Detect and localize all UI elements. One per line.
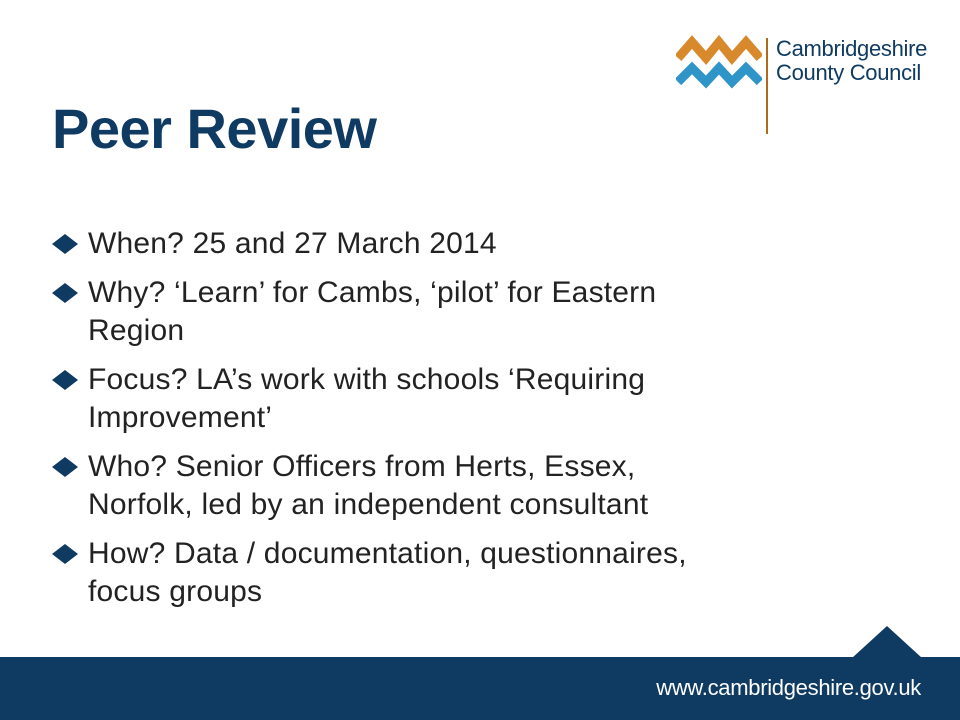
- bullet-text-line-1: When? 25 and 27 March 2014: [88, 227, 497, 260]
- footer-website-url: www.cambridgeshire.gov.uk: [656, 675, 921, 700]
- slide-title: Peer Review: [52, 97, 377, 160]
- diamond-bullet-icon: [52, 234, 78, 254]
- bullet-item-how: [52, 535, 852, 611]
- logo-waves-icon: [676, 34, 762, 90]
- bullet-item-when: [52, 225, 852, 263]
- bullet-text-line-2: Region: [88, 314, 185, 347]
- diamond-bullet-icon: [52, 457, 78, 477]
- logo-line-2: County Council: [776, 60, 921, 85]
- bullet-text-line-1: Focus? LA’s work with schools ‘Requiring: [88, 363, 646, 396]
- bullet-text-line-1: Who? Senior Officers from Herts, Essex,: [88, 450, 636, 483]
- bullet-list: [52, 225, 852, 622]
- bullet-text-line-2: focus groups: [88, 575, 263, 608]
- diamond-bullet-icon: [52, 283, 78, 303]
- footer-peak: [852, 626, 922, 658]
- bullet-text-line-2: Improvement’: [88, 401, 273, 434]
- logo-wordmark: [776, 37, 927, 85]
- bullet-item-why: [52, 274, 852, 350]
- bullet-text-line-1: How? Data / documentation, questionnaires,: [88, 537, 687, 570]
- diamond-bullet-icon: [52, 544, 78, 564]
- diamond-bullet-icon: [52, 370, 78, 390]
- bullet-item-focus: [52, 361, 852, 437]
- bullet-text-line-1: Why? ‘Learn’ for Cambs, ‘pilot’ for Eastern: [88, 276, 657, 309]
- logo-divider: [766, 38, 768, 134]
- bullet-text-line-2: Norfolk, led by an independent consultant: [88, 488, 649, 521]
- council-logo: [676, 34, 936, 138]
- logo-line-1: Cambridgeshire: [776, 36, 928, 61]
- bullet-item-who: [52, 448, 852, 524]
